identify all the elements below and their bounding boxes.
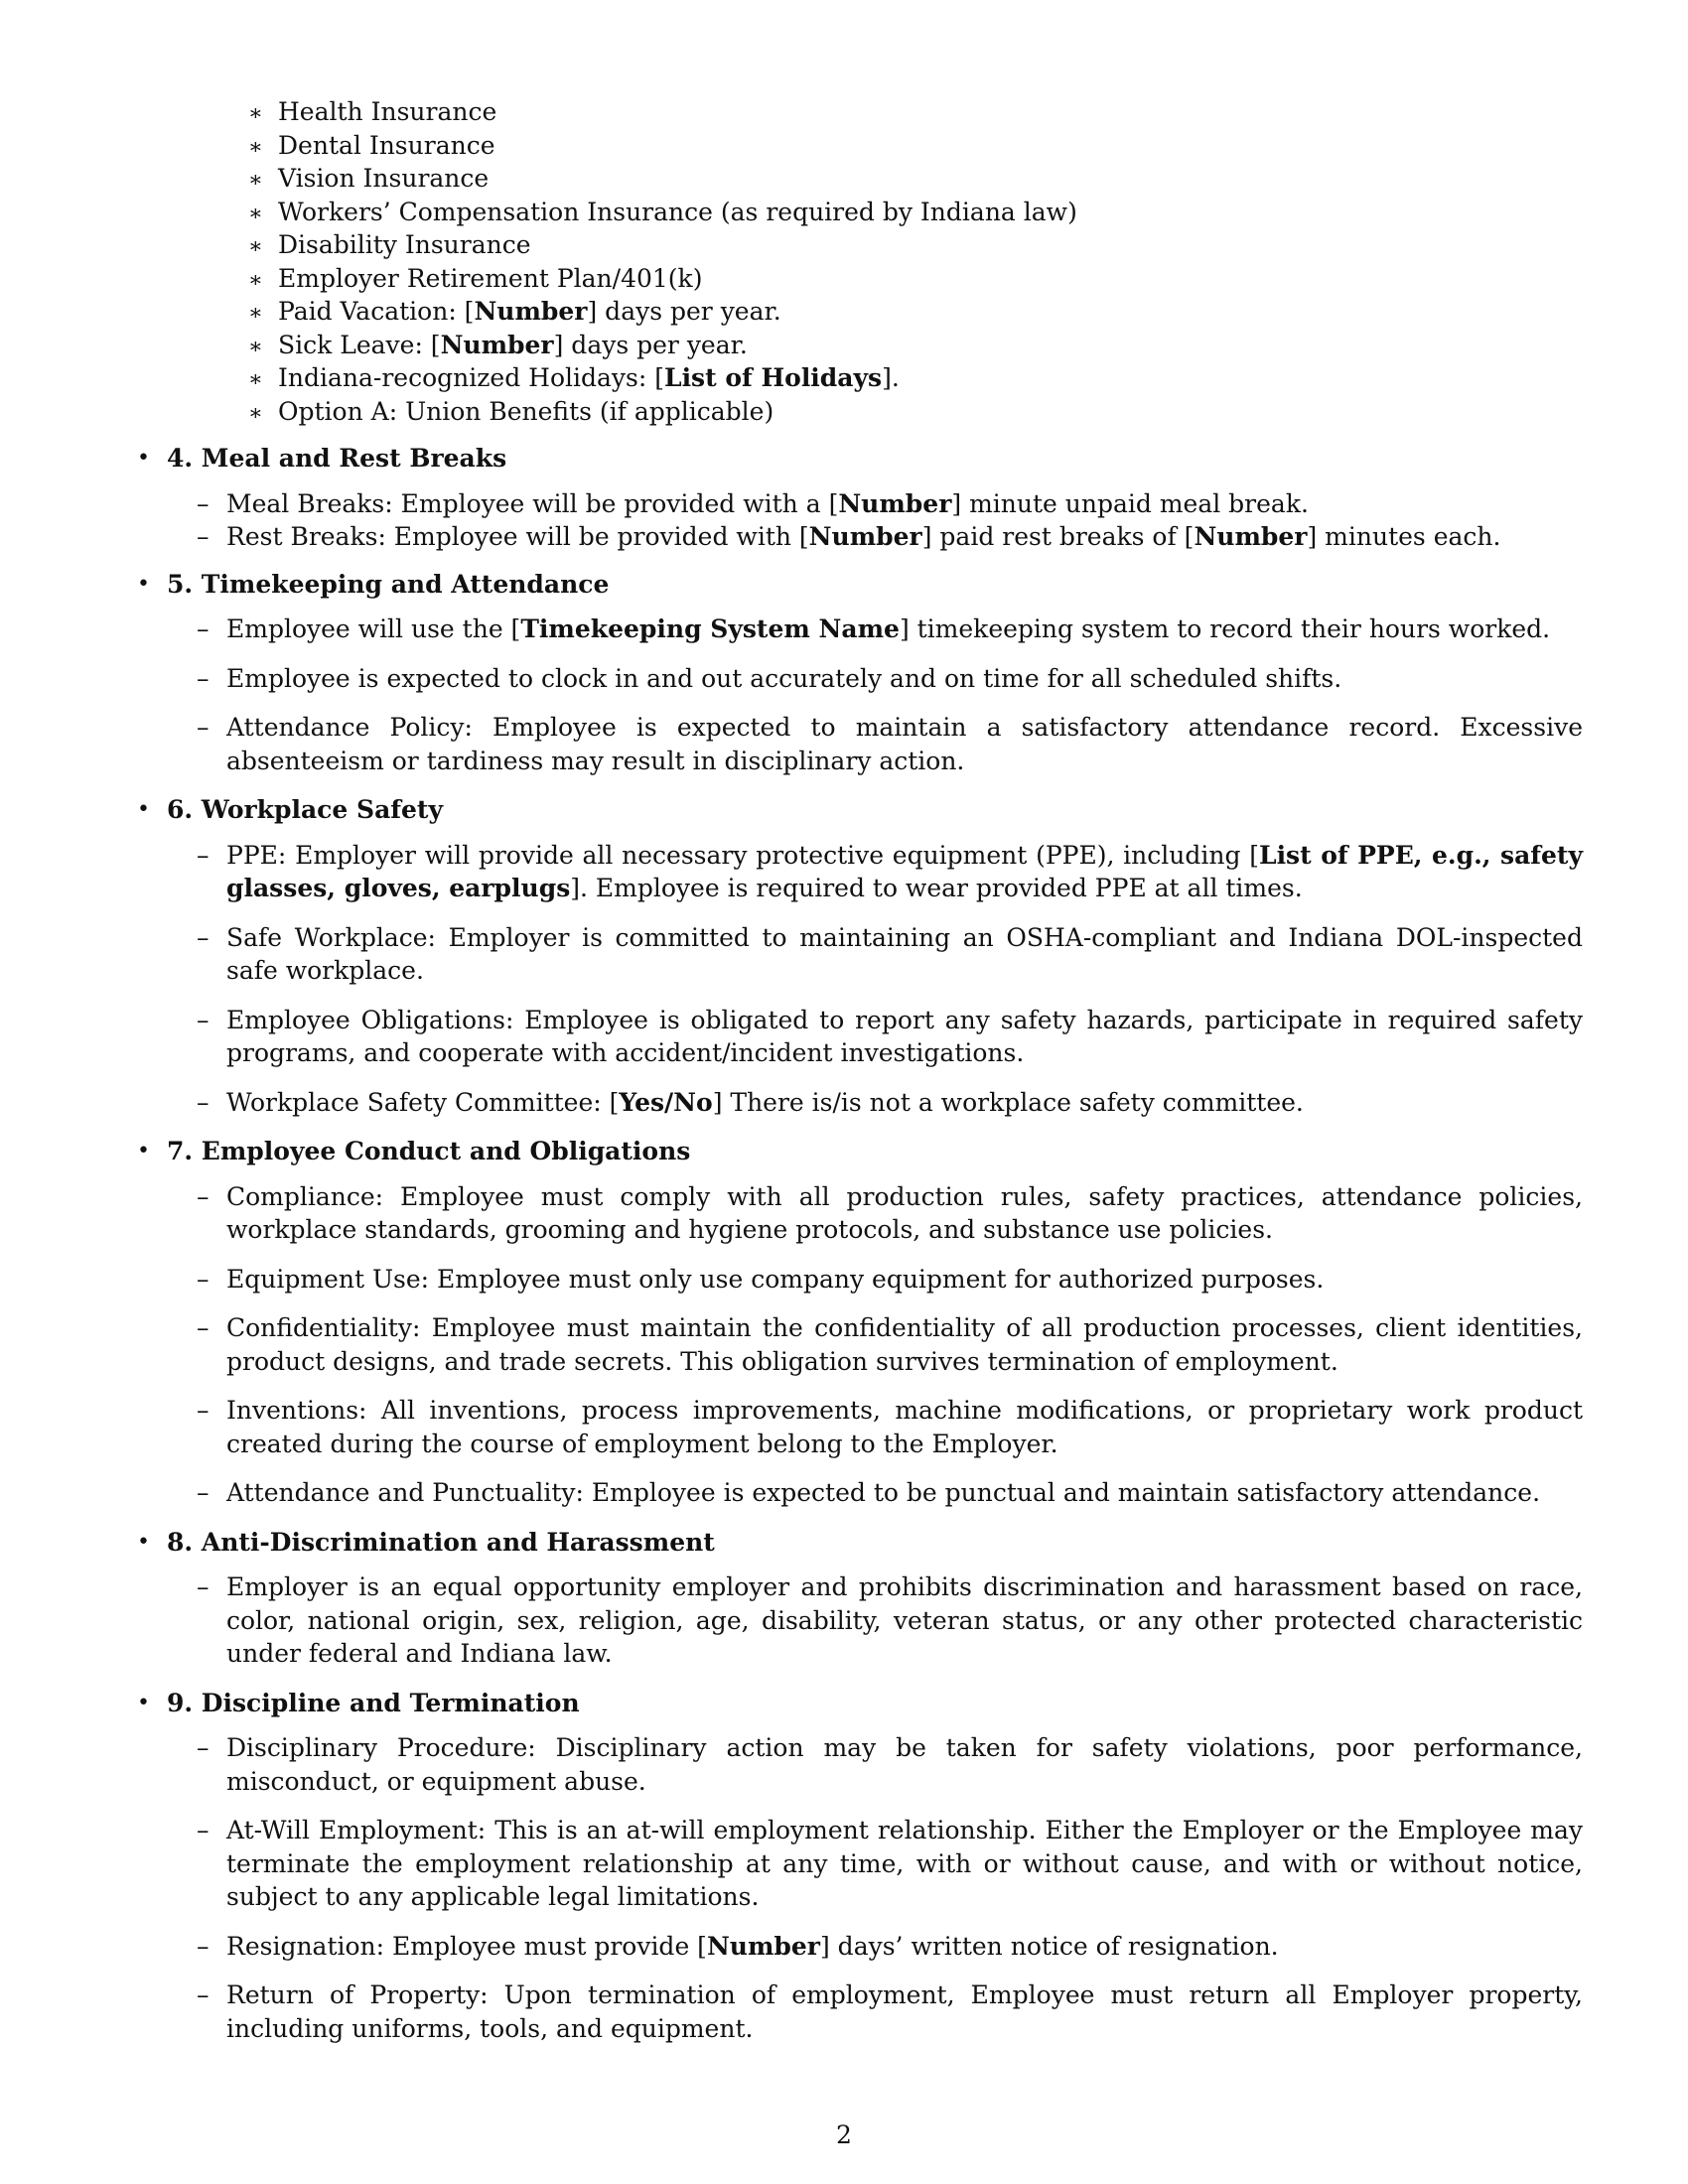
section-title: 4. Meal and Rest Breaks xyxy=(167,444,507,473)
asterisk-bullet-icon: ∗ xyxy=(248,367,263,392)
item-text: Disciplinary Procedure: Disciplinary action may be taken for safety violations, poor performance, misconduct, or equipment abuse. xyxy=(226,1733,1583,1796)
benefit-text: Health Insurance xyxy=(278,97,497,126)
section xyxy=(0,1526,1688,1671)
item-text: PPE: Employer will provide all necessary protective equipment (PPE), including [ xyxy=(226,840,1259,870)
placeholder-bold: Yes/No xyxy=(619,1087,713,1117)
benefit-text: Dental Insurance xyxy=(278,130,495,160)
section-title: 8. Anti-Discrimination and Harassment xyxy=(167,1527,715,1557)
item-text: ] minute unpaid meal break. xyxy=(951,488,1309,518)
asterisk-bullet-icon: ∗ xyxy=(248,101,263,126)
list-item xyxy=(167,921,1583,988)
asterisk-bullet-icon: ∗ xyxy=(248,400,263,426)
list-item xyxy=(167,1086,1583,1120)
asterisk-bullet-icon: ∗ xyxy=(248,267,263,293)
list-item xyxy=(167,1180,1583,1247)
asterisk-bullet-icon: ∗ xyxy=(248,168,263,193)
list-item xyxy=(167,1394,1583,1460)
list-item xyxy=(167,613,1583,646)
dash-bullet-icon: – xyxy=(197,1087,210,1117)
item-text: Return of Property: Upon termination of employment, Employee must return all Employer property, including uniforms, tools, and equipment. xyxy=(226,1980,1583,2043)
benefit-item xyxy=(0,329,1688,362)
benefit-text-after: ] days per year. xyxy=(587,297,781,326)
item-text: Rest Breaks: Employee will be provided with [ xyxy=(226,522,809,551)
list-item xyxy=(167,1476,1583,1510)
item-text: Safe Workplace: Employer is committed to maintaining an OSHA-compliant and Indiana DOL-inspected safe workplace. xyxy=(226,922,1583,985)
placeholder-bold: Number xyxy=(1194,522,1308,551)
item-text: Resignation: Employee must provide [ xyxy=(226,1931,707,1961)
section-title: 6. Workplace Safety xyxy=(167,795,444,824)
item-text: Employer is an equal opportunity employer and prohibits discrimination and harassment based on race, color, national origin, sex, religion, age, disability, veteran status, or any other protected characteristic under federal and Indiana law. xyxy=(226,1572,1583,1668)
list-item xyxy=(167,1814,1583,1914)
dash-bullet-icon: – xyxy=(197,840,210,870)
item-text: Employee will use the [ xyxy=(226,614,521,643)
benefit-item xyxy=(0,361,1688,395)
benefit-item xyxy=(0,162,1688,196)
section-items xyxy=(167,613,1688,777)
placeholder-bold: Number xyxy=(808,522,922,551)
section xyxy=(0,1135,1688,1510)
placeholder-bold: Number xyxy=(706,1931,820,1961)
bullet-dot-icon: • xyxy=(137,1529,150,1555)
asterisk-bullet-icon: ∗ xyxy=(248,234,263,259)
benefit-text-after: ] days per year. xyxy=(553,330,748,359)
sections-list xyxy=(0,442,1688,2045)
benefit-item xyxy=(0,129,1688,163)
dash-bullet-icon: – xyxy=(197,1181,210,1211)
benefit-text: Sick Leave: [ xyxy=(278,330,441,359)
bullet-dot-icon: • xyxy=(137,1139,150,1163)
section-title: 9. Discipline and Termination xyxy=(167,1688,580,1717)
section-items xyxy=(167,1180,1688,1510)
asterisk-bullet-icon: ∗ xyxy=(248,134,263,160)
benefit-text: Indiana-recognized Holidays: [ xyxy=(278,363,664,392)
item-text: Meal Breaks: Employee will be provided with a [ xyxy=(226,488,839,518)
item-text: Workplace Safety Committee: [ xyxy=(226,1087,620,1117)
benefit-item xyxy=(0,196,1688,229)
item-text: Employee is expected to clock in and out accurately and on time for all scheduled shifts. xyxy=(226,663,1342,693)
item-text: ] paid rest breaks of [ xyxy=(921,522,1195,551)
section-items xyxy=(167,839,1688,1120)
dash-bullet-icon: – xyxy=(197,922,210,952)
list-item xyxy=(167,1263,1583,1297)
benefits-list xyxy=(0,95,1688,428)
section-items xyxy=(167,1731,1688,2045)
list-item xyxy=(167,1731,1583,1798)
list-item xyxy=(167,1979,1583,2045)
benefit-item xyxy=(0,395,1688,429)
section xyxy=(0,442,1688,554)
dash-bullet-icon: – xyxy=(197,1572,210,1601)
benefit-text: Vision Insurance xyxy=(278,164,490,193)
item-text: Attendance Policy: Employee is expected to maintain a satisfactory attendance record. Excessive absenteeism or tardiness may result in disciplinary action. xyxy=(226,713,1583,775)
asterisk-bullet-icon: ∗ xyxy=(248,201,263,226)
bullet-dot-icon: • xyxy=(137,446,150,471)
benefit-item xyxy=(0,295,1688,329)
dash-bullet-icon: – xyxy=(197,1931,210,1961)
bullet-dot-icon: • xyxy=(137,797,150,822)
item-text: ] days’ written notice of resignation. xyxy=(819,1931,1279,1961)
item-text: Employee Obligations: Employee is obligated to report any safety hazards, participate in required safety programs, and cooperate with accident/incident investigations. xyxy=(226,1005,1583,1067)
dash-bullet-icon: – xyxy=(197,614,210,643)
list-item xyxy=(167,662,1583,696)
item-text: At-Will Employment: This is an at-will employment relationship. Either the Employer or the Employee may terminate the employment relationship at any time, with or without cause, and with or without notice, subject to any applicable legal limitations. xyxy=(226,1816,1583,1911)
list-item xyxy=(167,1570,1583,1671)
placeholder-bold: Number xyxy=(474,297,588,326)
placeholder-bold: Timekeeping System Name xyxy=(520,614,900,643)
benefit-item xyxy=(0,228,1688,262)
section xyxy=(0,568,1688,778)
placeholder-bold: Number xyxy=(838,488,952,518)
benefit-item xyxy=(0,95,1688,129)
benefit-text: Workers’ Compensation Insurance (as required by Indiana law) xyxy=(278,197,1077,226)
item-text: Attendance and Punctuality: Employee is expected to be punctual and maintain satisfactory attendance. xyxy=(226,1478,1541,1507)
dash-bullet-icon: – xyxy=(197,522,210,551)
item-text: ] timekeeping system to record their hours worked. xyxy=(899,614,1551,643)
asterisk-bullet-icon: ∗ xyxy=(248,301,263,326)
dash-bullet-icon: – xyxy=(197,713,210,742)
dash-bullet-icon: – xyxy=(197,663,210,693)
benefit-text: Paid Vacation: [ xyxy=(278,297,475,326)
section-title: 5. Timekeeping and Attendance xyxy=(167,569,610,599)
asterisk-bullet-icon: ∗ xyxy=(248,334,263,359)
item-text: ]. Employee is required to wear provided PPE at all times. xyxy=(570,874,1303,902)
section-items xyxy=(167,1570,1688,1671)
item-text: Equipment Use: Employee must only use company equipment for authorized purposes. xyxy=(226,1264,1325,1294)
dash-bullet-icon: – xyxy=(197,1980,210,2009)
item-text: Confidentiality: Employee must maintain the confidentiality of all production processes, client identities, product designs, and trade secrets. This obligation survives termination of employment. xyxy=(226,1313,1583,1376)
benefit-text: Disability Insurance xyxy=(278,230,531,259)
bullet-dot-icon: • xyxy=(137,1690,150,1715)
bullet-dot-icon: • xyxy=(137,571,150,597)
placeholder-bold: Number xyxy=(440,330,554,359)
list-item xyxy=(167,520,1583,554)
item-text: ] minutes each. xyxy=(1307,522,1501,551)
dash-bullet-icon: – xyxy=(197,488,210,518)
dash-bullet-icon: – xyxy=(197,1264,210,1294)
dash-bullet-icon: – xyxy=(197,1733,210,1762)
section-title: 7. Employee Conduct and Obligations xyxy=(167,1137,691,1165)
dash-bullet-icon: – xyxy=(197,1005,210,1034)
list-item xyxy=(167,839,1583,905)
section xyxy=(0,793,1688,1119)
section-items xyxy=(167,487,1688,554)
list-item xyxy=(167,1930,1583,1964)
dash-bullet-icon: – xyxy=(197,1396,210,1425)
list-item xyxy=(167,1004,1583,1070)
benefit-text: Employer Retirement Plan/401(k) xyxy=(278,263,703,293)
list-item xyxy=(167,711,1583,777)
dash-bullet-icon: – xyxy=(197,1313,210,1342)
item-text: Inventions: All inventions, process improvements, machine modifications, or proprietary work product created during the course of employment belong to the Employer. xyxy=(226,1396,1583,1458)
placeholder-bold: List of Holidays xyxy=(663,363,883,392)
section xyxy=(0,1687,1688,2046)
item-text: Compliance: Employee must comply with all production rules, safety practices, attendance policies, workplace standards, grooming and hygiene protocols, and substance use policies. xyxy=(226,1181,1583,1244)
list-item xyxy=(167,1311,1583,1378)
page-content xyxy=(0,95,1688,2061)
placeholder-bold: List of PPE, e.g., safety glasses, gloves, earplugs xyxy=(226,840,1583,902)
item-text: ] There is/is not a workplace safety committee. xyxy=(712,1087,1304,1117)
page-number: 2 xyxy=(836,2120,852,2149)
benefit-text-after: ]. xyxy=(882,363,900,392)
benefit-text: Option A: Union Benefits (if applicable) xyxy=(278,396,774,426)
list-item xyxy=(167,487,1583,521)
dash-bullet-icon: – xyxy=(197,1478,210,1507)
benefit-item xyxy=(0,262,1688,296)
dash-bullet-icon: – xyxy=(197,1816,210,1844)
